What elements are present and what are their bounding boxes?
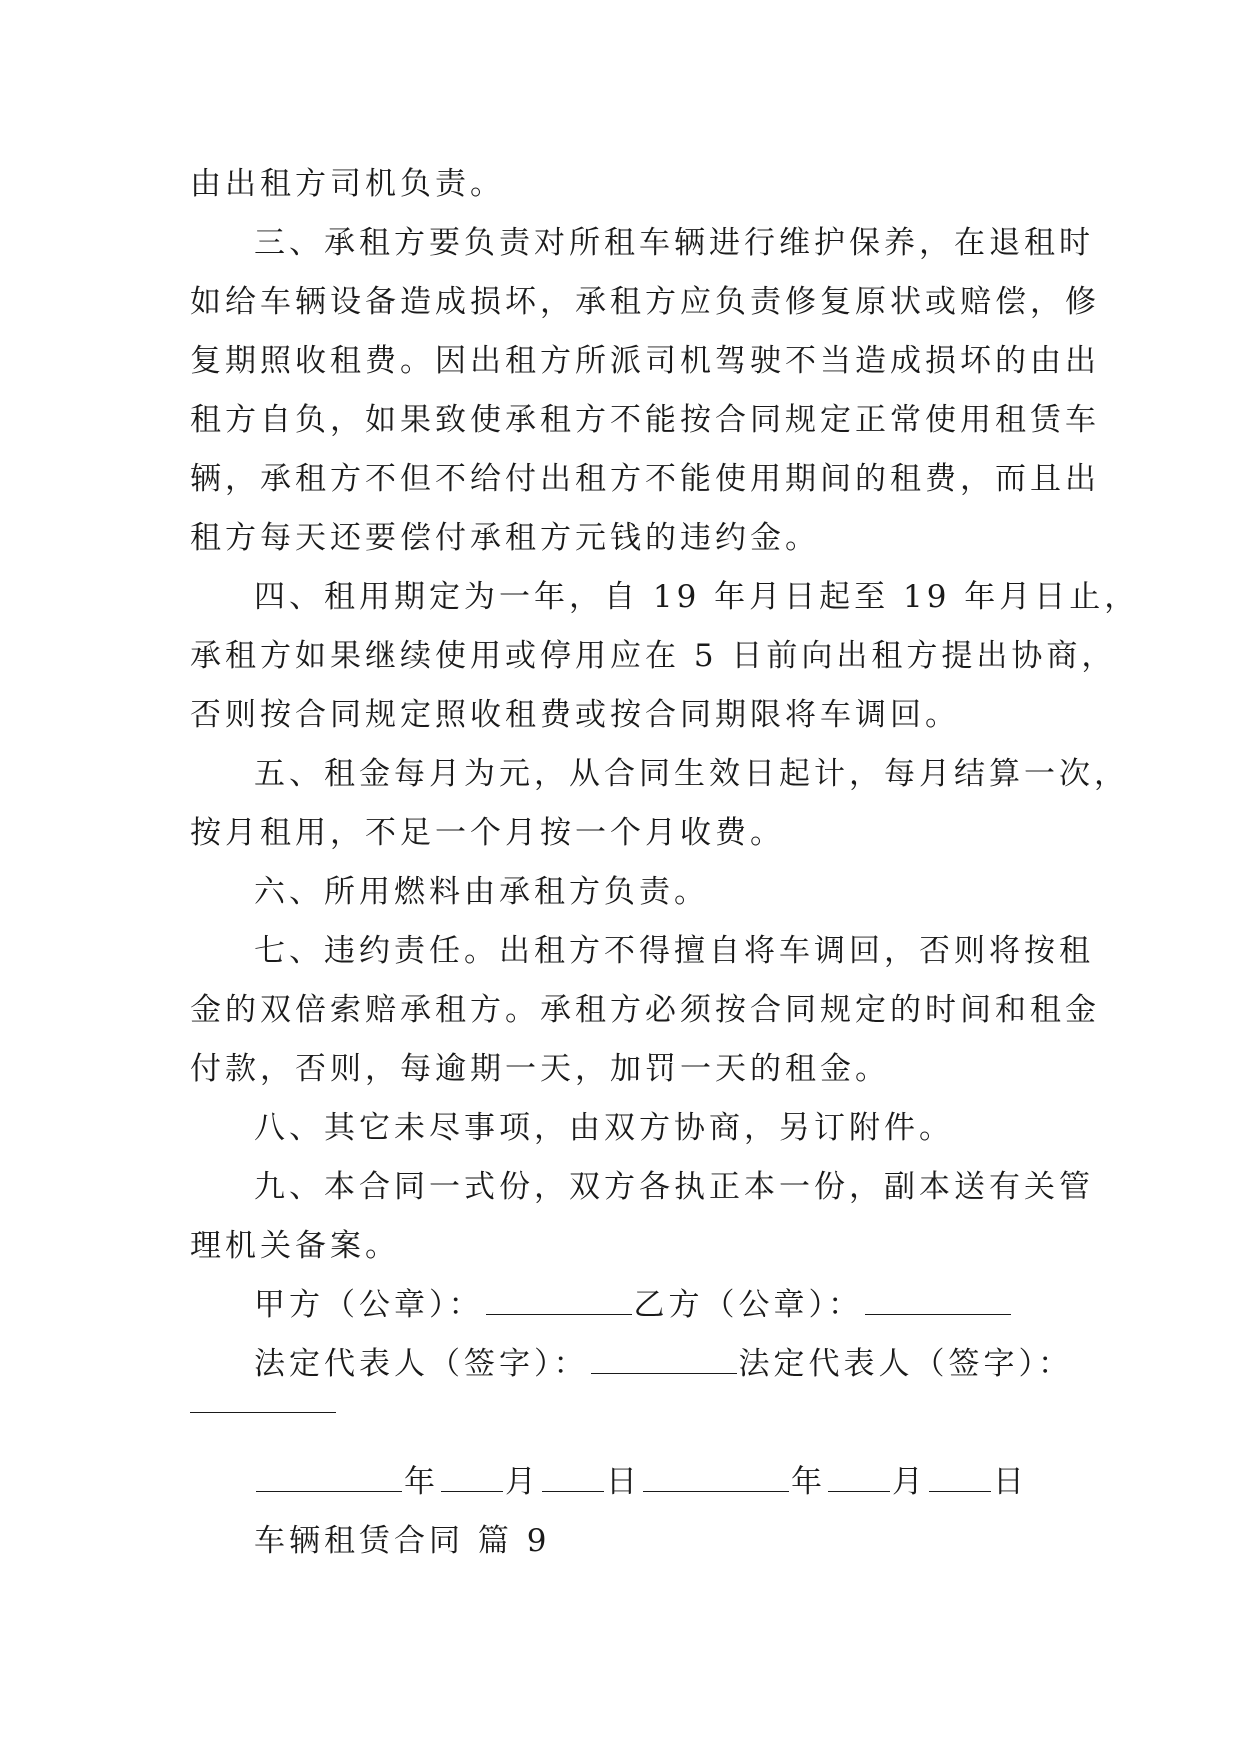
paragraph-line: 八、其它未尽事项，由双方协商，另订附件。 (254, 1110, 954, 1146)
paragraph-line: 由出租方司机负责。 (190, 166, 505, 202)
party-b-year-blank (643, 1463, 789, 1492)
day-label: 日 (606, 1464, 641, 1500)
paragraph-line: 租方自负，如果致使承租方不能按合同规定正常使用租赁车 (190, 402, 1100, 438)
party-a-seal-blank (486, 1286, 632, 1315)
paragraph-line: 理机关备案。 (190, 1228, 400, 1264)
rep-a-signature-blank (591, 1345, 737, 1374)
date-line (254, 1462, 1028, 1502)
paragraph-line: 租方每天还要偿付承租方元钱的违约金。 (190, 520, 820, 556)
party-a-month-blank (441, 1463, 503, 1492)
paragraph-line: 辆，承租方不但不给付出租方不能使用期间的租费，而且出 (190, 461, 1100, 497)
paragraph-line: 七、违约责任。出租方不得擅自将车调回，否则将按租 (254, 933, 1094, 969)
paragraph-line: 按月租用，不足一个月按一个月收费。 (190, 815, 785, 851)
party-b-label: 乙方（公章）： (633, 1287, 863, 1323)
paragraph-line: 九、本合同一式份，双方各执正本一份，副本送有关管 (254, 1169, 1094, 1205)
day-label: 日 (993, 1464, 1028, 1500)
party-seal-line (254, 1285, 1013, 1325)
party-b-month-blank (828, 1463, 890, 1492)
rep-a-label: 法定代表人（签字）： (254, 1346, 589, 1382)
next-section-heading: 车辆租赁合同 篇 9 (254, 1523, 551, 1559)
paragraph-line: 金的双倍索赔承租方。承租方必须按合同规定的时间和租金 (190, 992, 1100, 1028)
month-label: 月 (892, 1464, 927, 1500)
paragraph-line: 如给车辆设备造成损坏，承租方应负责修复原状或赔偿，修 (190, 284, 1100, 320)
paragraph-line: 否则按合同规定照收租费或按合同期限将车调回。 (190, 697, 960, 733)
paragraph-line: 复期照收租费。因出租方所派司机驾驶不当造成损坏的由出 (190, 343, 1100, 379)
rep-b-signature-blank (190, 1412, 336, 1413)
party-b-day-blank (929, 1463, 991, 1492)
paragraph-line: 六、所用燃料由承租方负责。 (254, 874, 709, 910)
rep-b-label: 法定代表人（签字）： (738, 1346, 1073, 1382)
paragraph-line: 五、租金每月为元，从合同生效日起计，每月结算一次， (254, 756, 1129, 792)
paragraph-line: 付款，否则，每逾期一天，加罚一天的租金。 (190, 1051, 890, 1087)
party-a-year-blank (256, 1463, 402, 1492)
party-a-label: 甲方（公章）： (254, 1287, 484, 1323)
paragraph-line: 承租方如果继续使用或停用应在 5 日前向出租方提出协商， (190, 638, 1117, 674)
paragraph-line: 四、租用期定为一年，自 19 年月日起至 19 年月日止， (254, 579, 1140, 615)
paragraph-line: 三、承租方要负责对所租车辆进行维护保养，在退租时 (254, 225, 1094, 261)
party-a-day-blank (542, 1463, 604, 1492)
party-b-seal-blank (865, 1286, 1011, 1315)
month-label: 月 (505, 1464, 540, 1500)
year-label: 年 (791, 1464, 826, 1500)
year-label: 年 (404, 1464, 439, 1500)
representative-line (254, 1344, 1073, 1384)
